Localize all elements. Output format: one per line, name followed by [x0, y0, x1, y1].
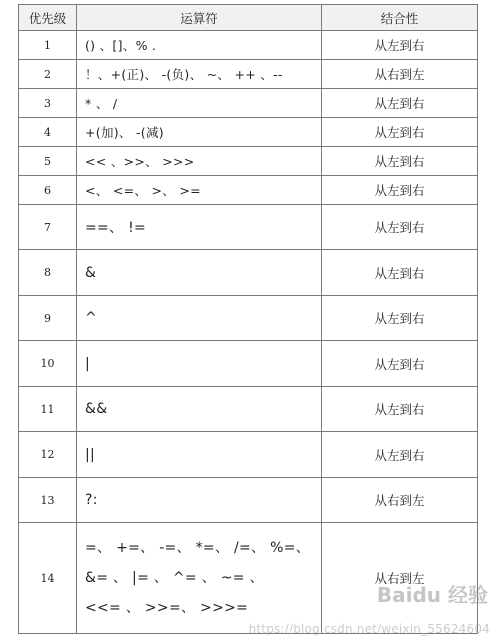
header-operators: 运算符 [77, 5, 322, 31]
associativity-cell: 从左到右 [322, 341, 478, 387]
priority-cell: 10 [19, 341, 77, 387]
table-row [19, 432, 478, 478]
table-row [19, 387, 478, 432]
operators-line: & [85, 264, 97, 281]
priority-cell: 13 [19, 478, 77, 523]
operators-cell [77, 118, 322, 147]
table-row [19, 478, 478, 523]
priority-cell: 8 [19, 250, 77, 296]
operators-cell [77, 432, 322, 478]
operators-line: <<= 、 >>=、 >>>= [85, 600, 249, 616]
table-row [19, 147, 478, 176]
associativity-cell: 从左到右 [322, 432, 478, 478]
priority-cell: 12 [19, 432, 77, 478]
priority-cell: 14 [19, 523, 77, 634]
priority-cell: 4 [19, 118, 77, 147]
associativity-cell: 从右到左 [322, 60, 478, 89]
header-priority: 优先级 [19, 5, 77, 31]
operator-precedence-table-container [18, 4, 477, 634]
table-row [19, 341, 478, 387]
priority-cell: 11 [19, 387, 77, 432]
associativity-cell: 从左到右 [322, 205, 478, 250]
table-row [19, 296, 478, 341]
operators-line: ^ [85, 310, 98, 326]
priority-cell: 1 [19, 31, 77, 60]
operators-line: =、 +=、 -=、 *=、 /=、 %=、 [85, 540, 311, 556]
table-row [19, 250, 478, 296]
priority-cell: 9 [19, 296, 77, 341]
associativity-cell: 从左到右 [322, 176, 478, 205]
table-row [19, 118, 478, 147]
operators-line: ?: [85, 492, 98, 508]
associativity-cell: 从左到右 [322, 147, 478, 176]
operators-cell [77, 250, 322, 296]
operators-cell [77, 60, 322, 89]
operators-line: << 、>>、 >>> [85, 154, 195, 169]
operators-cell [77, 296, 322, 341]
associativity-cell: 从左到右 [322, 250, 478, 296]
associativity-cell: 从左到右 [322, 89, 478, 118]
operators-cell [77, 176, 322, 205]
operators-cell [77, 341, 322, 387]
table-header-row [19, 5, 478, 31]
operators-cell [77, 147, 322, 176]
operators-line: || [85, 446, 96, 463]
operators-line: ==、 != [85, 220, 147, 236]
priority-cell: 5 [19, 147, 77, 176]
priority-cell: 6 [19, 176, 77, 205]
operators-line: && [85, 401, 108, 417]
priority-cell: 7 [19, 205, 77, 250]
baidu-watermark-logo: Baidu 经验 [376, 583, 488, 607]
associativity-cell: 从右到左 [322, 523, 478, 634]
operators-cell [77, 387, 322, 432]
table-row [19, 176, 478, 205]
associativity-cell: 从左到右 [322, 118, 478, 147]
operators-line: &= 、 |= 、 ^= 、 ~= 、 [85, 570, 264, 586]
header-associativity: 结合性 [322, 5, 478, 31]
operators-line: () 、[]、% . [85, 38, 157, 53]
table-row [19, 60, 478, 89]
operators-line: +(加)、 -(减) [85, 125, 164, 140]
associativity-cell: 从左到右 [322, 31, 478, 60]
operators-line: | [85, 355, 91, 372]
operators-line: <、 <=、 >、 >= [85, 183, 201, 198]
table-body [19, 31, 478, 634]
table-row [19, 523, 478, 634]
operators-line: ！、+(正)、 -(负)、 ~、 ++ 、-- [85, 67, 283, 82]
operators-line: * 、 / [85, 96, 118, 111]
operators-cell [77, 31, 322, 60]
associativity-cell: 从左到右 [322, 296, 478, 341]
associativity-cell: 从右到左 [322, 478, 478, 523]
source-url-watermark: https://blog.csdn.net/weixin_55624604 [248, 622, 490, 636]
table-row [19, 89, 478, 118]
operators-cell [77, 523, 322, 634]
operators-cell [77, 478, 322, 523]
table-row [19, 205, 478, 250]
priority-cell: 2 [19, 60, 77, 89]
operators-cell [77, 205, 322, 250]
table-row [19, 31, 478, 60]
operators-cell [77, 89, 322, 118]
operator-precedence-table [18, 4, 478, 634]
priority-cell: 3 [19, 89, 77, 118]
associativity-cell: 从左到右 [322, 387, 478, 432]
